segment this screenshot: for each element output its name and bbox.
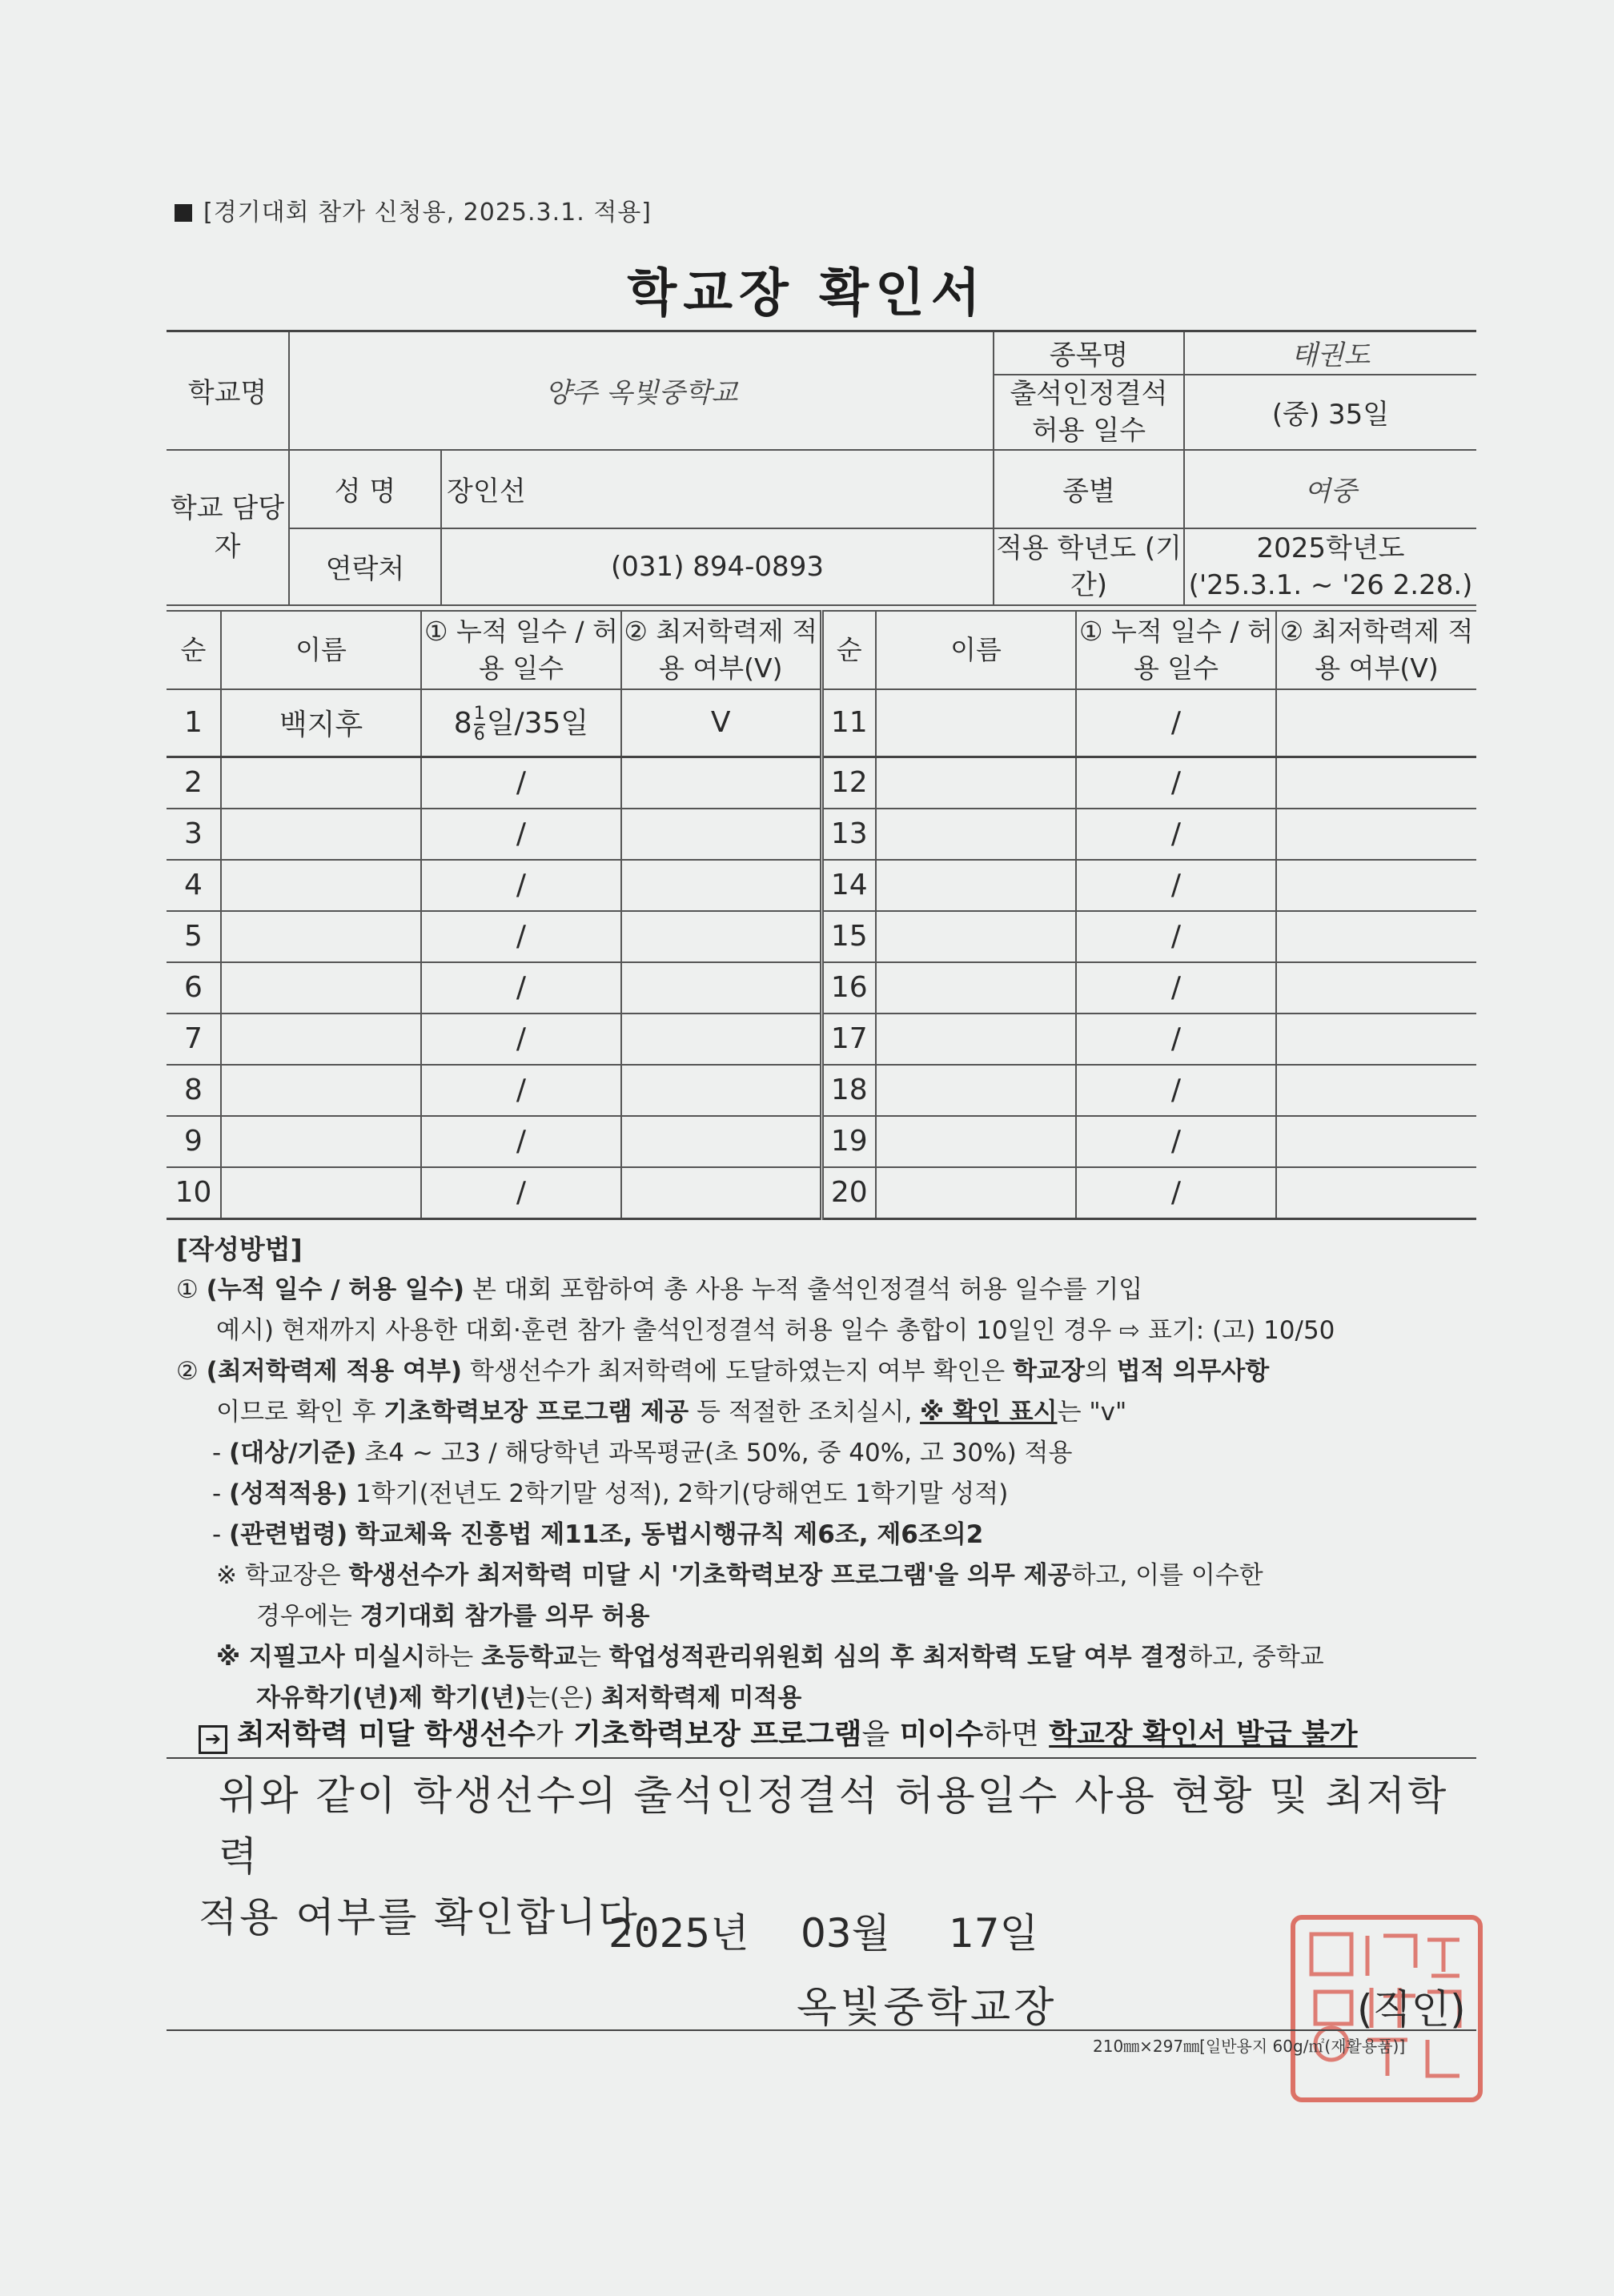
allowed-days-value: (중) 35일 (1184, 375, 1476, 450)
checkbox-arrow-icon: ➔ (199, 1725, 227, 1754)
notice-b: 가 (535, 1718, 564, 1751)
note2-a: 하는 (425, 1643, 474, 1672)
row-days: / (1076, 689, 1276, 757)
item2-text-a: 학생선수가 최저학력에 도달하였는지 여부 확인은 (469, 1357, 1006, 1386)
row-name (221, 809, 421, 860)
note2-c: 하고, 중학교 (1188, 1643, 1324, 1672)
note2-line2-bold-a: 자유학기(년)제 학기(년) (256, 1684, 526, 1712)
sub2-label: (성적적용) (229, 1479, 348, 1508)
table-row (167, 689, 1476, 757)
row-name (876, 860, 1076, 911)
row-days: / (1076, 860, 1276, 911)
manager-label: 학교 담당자 (167, 450, 289, 605)
header-name: 이름 (221, 611, 421, 689)
table-row (167, 809, 1476, 860)
instruction-1-example: 예시) 현재까지 사용한 대회·훈련 참가 출석인정결석 허용 일수 총합이 10일인 경우 ⇨ 표기: (고) 10/50 (216, 1316, 1335, 1345)
notice-c: 기초학력보장 프로그램 (573, 1718, 862, 1751)
row-days: / (1076, 809, 1276, 860)
row-check (1276, 1167, 1476, 1219)
notice-g: 학교장 확인서 발급 불가 (1049, 1718, 1358, 1751)
row-no: 7 (167, 1014, 221, 1065)
instructions-title: [작성방법] (176, 1234, 303, 1265)
table-row (167, 860, 1476, 911)
sub3-label: (관련법령) (229, 1520, 348, 1549)
row-check (621, 962, 821, 1014)
row-check (621, 809, 821, 860)
paper-spec-note: 210㎜×297㎜[일반용지 60g/㎡(재활용품)] (1093, 2037, 1406, 2056)
instruction-1 (176, 1270, 1481, 1311)
item2-line2-a: 이므로 확인 후 (216, 1398, 376, 1427)
row-no: 9 (167, 1116, 221, 1167)
row-name: 백지후 (221, 689, 421, 757)
row-name (221, 911, 421, 962)
form-header-note (175, 192, 652, 227)
item2-bold-c: 법적 의무사항 (1116, 1357, 1270, 1386)
row-days: / (1076, 1014, 1276, 1065)
allowed-days-label: 출석인정결석 허용 일수 (994, 375, 1184, 450)
row-name (221, 1065, 421, 1116)
row-check (1276, 1065, 1476, 1116)
item2-text-b: 의 (1084, 1357, 1109, 1386)
row-name (876, 809, 1076, 860)
row-check (1276, 962, 1476, 1014)
item2-bold-b: 학교장 (1013, 1357, 1085, 1386)
item1-text: 본 대회 포함하여 총 사용 누적 출석인정결석 허용 일수를 기입 (472, 1275, 1143, 1304)
row-days: / (421, 1116, 621, 1167)
row-days: / (1076, 1116, 1276, 1167)
row-check (1276, 1116, 1476, 1167)
row-name (221, 1014, 421, 1065)
school-value: 양주 옥빛중학교 (289, 331, 994, 450)
row-days: / (421, 1167, 621, 1219)
row-name (876, 1116, 1076, 1167)
row-name (876, 1065, 1076, 1116)
table-row (167, 1014, 1476, 1065)
row-no: 17 (821, 1014, 876, 1065)
item2-line2-b: 등 적절한 조치실시, (697, 1398, 913, 1427)
row-no: 14 (821, 860, 876, 911)
year-cell (1184, 528, 1476, 605)
sub-item-grades: - (성적적용) 1학기(전년도 2학기말 성적), 2학기(당해연도 1학기말 성적) (212, 1479, 1009, 1508)
row-days: / (421, 809, 621, 860)
row-days: / (1076, 1167, 1276, 1219)
info-table (167, 330, 1476, 606)
row-check (1276, 809, 1476, 860)
date-day: 17일 (949, 1910, 1038, 1957)
table-row (167, 1065, 1476, 1116)
row-check (1276, 1014, 1476, 1065)
date-month: 03월 (801, 1910, 890, 1957)
row-check (1276, 757, 1476, 809)
note2-line2-bold-b: 최저학력제 미적용 (600, 1684, 802, 1712)
sport-value: 태권도 (1184, 331, 1476, 375)
row-no: 13 (821, 809, 876, 860)
row-no: 6 (167, 962, 221, 1014)
header-days: ① 누적 일수 / 허용 일수 (421, 611, 621, 689)
header-min-achievement: ② 최저학력제 적용 여부(V) (621, 611, 821, 689)
header-no-right: 순 (821, 611, 876, 689)
row-days: / (1076, 962, 1276, 1014)
row-days: / (1076, 911, 1276, 962)
sub3-text: 학교체육 진흥법 제11조, 동법시행규칙 제6조, 제6조의2 (355, 1520, 984, 1549)
header-name-right: 이름 (876, 611, 1076, 689)
note-2 (176, 1637, 1481, 1678)
row-check (1276, 860, 1476, 911)
student-list-table (167, 610, 1476, 1220)
divider (167, 1757, 1476, 1759)
confirm-line-1: 위와 같이 학생선수의 출석인정결석 허용일수 사용 현황 및 최저학력 (219, 1772, 1449, 1880)
row-no: 4 (167, 860, 221, 911)
year-label: 적용 학년도 (기간) (994, 528, 1184, 605)
notice-d: 을 (861, 1718, 890, 1751)
contact-value: (031) 894-0893 (441, 528, 994, 605)
row-name (876, 689, 1076, 757)
item2-line2-c: 는 "v" (1057, 1398, 1127, 1427)
year-value: 2025학년도 (1256, 532, 1405, 564)
note2-line2-a: 는(은) (525, 1684, 594, 1712)
confirm-line-2: 적용 여부를 확인합니다. (199, 1894, 655, 1941)
row-no: 2 (167, 757, 221, 809)
row-no: 8 (167, 1065, 221, 1116)
row-no: 19 (821, 1116, 876, 1167)
row-no: 3 (167, 809, 221, 860)
note2-bold-a: ※ 지필고사 미실시 (216, 1643, 426, 1672)
row-days: / (421, 757, 621, 809)
row-name (876, 962, 1076, 1014)
sub-item-target: - (대상/기준) 초4 ~ 고3 / 해당학년 과목평균(초 50%, 중 40%, 고 30%) 적용 (212, 1439, 1073, 1467)
row-days: / (421, 962, 621, 1014)
header-note-text: [경기대회 참가 신청용, 2025.3.1. 적용] (203, 199, 652, 227)
table-row (167, 1167, 1476, 1219)
sub2-text: 1학기(전년도 2학기말 성적), 2학기(당해연도 1학기말 성적) (355, 1479, 1009, 1508)
notice-f: 하면 (983, 1718, 1039, 1751)
row-check (621, 911, 821, 962)
row-no: 10 (167, 1167, 221, 1219)
row-name (221, 757, 421, 809)
row-no: 1 (167, 689, 221, 757)
sub-item-law: - (관련법령) 학교체육 진흥법 제11조, 동법시행규칙 제6조, 제6조의2 (212, 1520, 984, 1549)
row-no: 18 (821, 1065, 876, 1116)
item2-line2-mark: ※ 확인 표시 (920, 1398, 1058, 1427)
row-days: / (421, 1014, 621, 1065)
days-rest: 일/35일 (486, 707, 589, 741)
square-bullet-icon (175, 204, 192, 222)
category-label: 종별 (994, 450, 1184, 528)
sub1-label: (대상/기준) (229, 1439, 357, 1467)
period-value: ('25.3.1. ~ '26 2.28.) (1188, 568, 1473, 601)
row-check (621, 1116, 821, 1167)
row-name (876, 911, 1076, 962)
row-days: / (421, 911, 621, 962)
row-check (621, 1167, 821, 1219)
note2-bold-b: 초등학교 (481, 1643, 577, 1672)
item2-number: ② (176, 1357, 199, 1386)
row-days: / (421, 860, 621, 911)
row-no: 16 (821, 962, 876, 1014)
note1-b: 하고, 이를 이수한 (1071, 1561, 1263, 1590)
row-days: / (1076, 757, 1276, 809)
row-days: / (1076, 1065, 1276, 1116)
days-fraction (474, 704, 485, 745)
row-check (621, 1014, 821, 1065)
item1-number: ① (176, 1275, 199, 1304)
row-no: 11 (821, 689, 876, 757)
note1-line2-a: 경우에는 (256, 1602, 352, 1631)
row-no: 12 (821, 757, 876, 809)
item2-label: (최저학력제 적용 여부) (206, 1357, 463, 1386)
frac-num: 1 (473, 704, 485, 725)
header-no: 순 (167, 611, 221, 689)
row-check (1276, 911, 1476, 962)
row-days (421, 689, 621, 757)
date-year: 2025년 (608, 1910, 749, 1957)
table-row (167, 911, 1476, 962)
note2-bold-c: 학업성적관리위원회 심의 후 최저학력 도달 여부 결정 (608, 1643, 1189, 1672)
frac-den: 6 (473, 725, 485, 745)
row-check (621, 860, 821, 911)
header-days-right: ① 누적 일수 / 허용 일수 (1076, 611, 1276, 689)
row-name (221, 1116, 421, 1167)
sub1-text: 초4 ~ 고3 / 해당학년 과목평균(초 50%, 중 40%, 고 30%) 적용 (364, 1439, 1073, 1467)
note1-line2-bold: 경기대회 참가를 의무 허용 (359, 1602, 650, 1631)
row-name (221, 962, 421, 1014)
list-header-row (167, 611, 1476, 689)
name-value: 장인선 (441, 450, 994, 528)
note-1-line2 (176, 1596, 1481, 1637)
school-label: 학교명 (167, 331, 289, 450)
days-whole: 8 (453, 707, 472, 741)
table-row (167, 962, 1476, 1014)
table-row (167, 1116, 1476, 1167)
note2-b: 는 (576, 1643, 601, 1672)
header-min-achievement-right: ② 최저학력제 적용 여부(V) (1276, 611, 1476, 689)
row-name (221, 860, 421, 911)
instructions-section (176, 1229, 1481, 1719)
row-name (876, 1014, 1076, 1065)
row-check (621, 1065, 821, 1116)
sport-label: 종목명 (994, 331, 1184, 375)
item2-line2-bold: 기초학력보장 프로그램 제공 (383, 1398, 689, 1427)
row-check (621, 757, 821, 809)
row-check: V (621, 689, 821, 757)
notice-a: 최저학력 미달 학생선수 (237, 1718, 536, 1751)
row-no: 15 (821, 911, 876, 962)
document-title: 학교장 확인서 (627, 264, 987, 323)
instruction-2 (176, 1351, 1481, 1392)
row-no: 20 (821, 1167, 876, 1219)
row-no: 5 (167, 911, 221, 962)
row-name (221, 1167, 421, 1219)
bottom-divider (167, 2029, 1476, 2031)
principal-name: 옥빛중학교장 (797, 1984, 1058, 2032)
notice-e: 미이수 (899, 1718, 984, 1751)
name-label: 성 명 (289, 450, 441, 528)
notice-line (199, 1712, 1358, 1754)
instruction-2-line2 (176, 1392, 1481, 1433)
row-name (876, 1167, 1076, 1219)
note1-bold: 학생선수가 최저학력 미달 시 '기초학력보장 프로그램'을 의무 제공 (348, 1561, 1072, 1590)
note1-a: ※ 학교장은 (216, 1561, 341, 1590)
seal-label: (직인) (1357, 1986, 1466, 2033)
contact-label: 연락처 (289, 528, 441, 605)
item1-label: (누적 일수 / 허용 일수) (206, 1275, 465, 1304)
row-name (876, 757, 1076, 809)
category-value: 여중 (1184, 450, 1476, 528)
row-days: / (421, 1065, 621, 1116)
row-check (1276, 689, 1476, 757)
note-1 (176, 1555, 1481, 1596)
table-row (167, 757, 1476, 809)
